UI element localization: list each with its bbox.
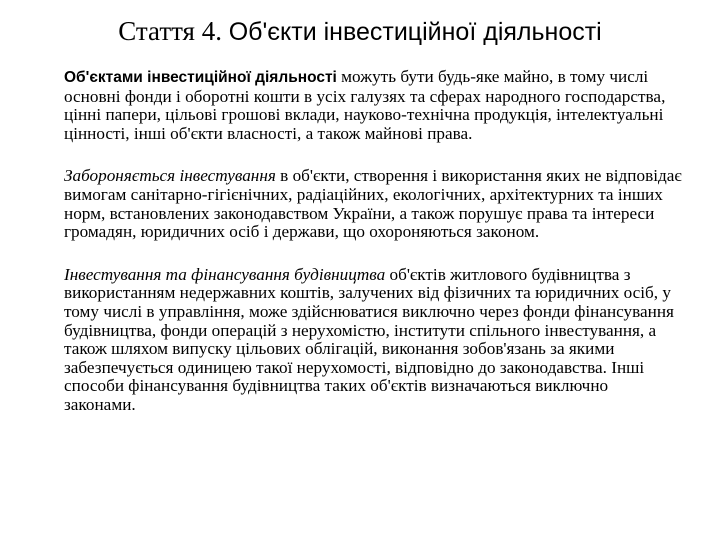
paragraph-objects — [64, 68, 684, 143]
paragraph-text: об'єктів житлового будівництва з використанням недержавних коштів, залучених від фізичних та юридичних осіб, у тому числі в управління, може здійснюватися виключно через фонди фінансування будівництва, фонди операцій з нерухомістю, інститути спільного інвестування, а також шляхом випуску цільових облігацій, виконання зобов'язань за якими забезпечується одиницею такої нерухомості, відповідно до законодавства. Інші способи фінансування будівництва таких об'єктів визначаються виключно законами. — [64, 264, 674, 414]
page-title — [0, 14, 720, 49]
title-prefix: Стаття 4. — [118, 16, 222, 46]
paragraph-prohibition — [64, 167, 684, 241]
paragraph-construction — [64, 266, 684, 415]
title-rest: Об'єкти інвестиційної діяльності — [228, 18, 602, 46]
article-body — [64, 68, 684, 439]
paragraph-lead: Інвестування та фінансування будівництва — [64, 264, 386, 284]
paragraph-text: можуть бути будь-яке майно, в тому числі основні фонди і оборотні кошти в усіх галузях та сферах народного господарства, цінні папери, цільові грошові вклади, науково-технічна продукція, інтелектуальні цінності, інші об'єкти власності, а також майнові права. — [64, 67, 666, 143]
paragraph-lead: Забороняється інвестування — [64, 166, 276, 186]
paragraph-lead: Об'єктами інвестиційної діяльності — [64, 69, 337, 86]
paragraph-text: в об'єкти, створення і використання яких не відповідає вимогам санітарно-гігієнічних, радіаційних, екологічних, архітектурних та інших норм, встановлених законодавством України, а також порушує права та інтереси громадян, юридичних осіб і держави, що охороняються законом. — [64, 166, 682, 242]
